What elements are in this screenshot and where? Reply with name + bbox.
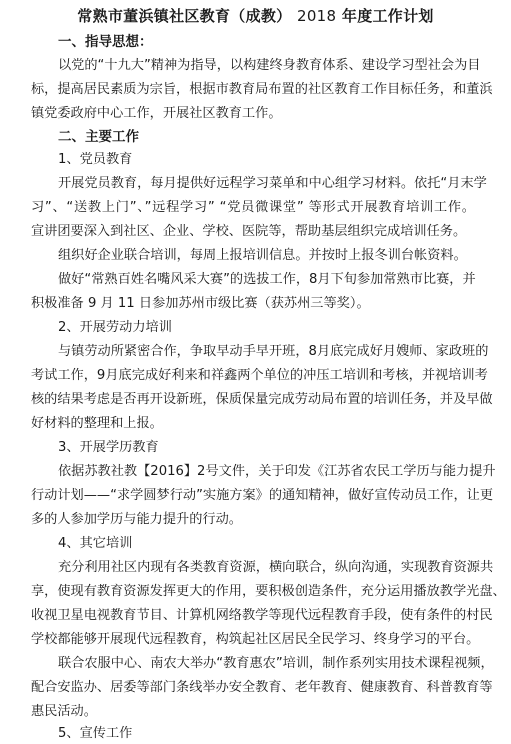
paragraph-line: 好材料的整理和上报。 (31, 416, 163, 431)
section-heading: 二、主要工作 (58, 129, 139, 145)
subsection-heading: 3、开展学历教育 (58, 440, 159, 455)
paragraph-line: 与镇劳动所紧密合作，争取早动手早开班，8月底完成好月嫂师、家政班的 (58, 344, 489, 359)
paragraph-line: 充分利用社区内现有各类教育资源，横向联合，纵向沟通，实现教育资源共 (58, 560, 494, 575)
paragraph-line: 开展党员教育，每月提供好远程学习菜单和中心组学习材料。依托“月末学 (58, 176, 487, 191)
paragraph-line: 联合农服中心、南农大举办“教育惠农”培训，制作系列实用技术课程视频， (58, 656, 494, 671)
paragraph-line: 考试工作，9月底完成好利来和祥鑫两个单位的冲压工培训和考核，并视培训考 (31, 368, 488, 383)
paragraph-line: 标，提高居民素质为宗旨，根据市教育局布置的社区教育工作目标任务，和董浜 (31, 82, 493, 97)
subsection-heading: 1、党员教育 (58, 152, 133, 167)
paragraph-line: 镇党委政府中心工作，开展社区教育工作。 (31, 106, 282, 121)
paragraph-line: 配合安监办、居委等部门条线举办安全教育、老年教育、健康教育、科普教育等 (31, 680, 493, 695)
paragraph-line: 组织好企业联合培训，每周上报培训信息。并按时上报冬训台帐资料。 (58, 248, 467, 263)
paragraph-line: 学校都能够开展现代远程教育，构筑起社区居民全民学习、终身学习的平台。 (31, 632, 480, 647)
title-year: 2018 (297, 7, 337, 25)
paragraph-line: 做好“常熟百姓名嘴风采大赛”的选拔工作，8月下旬参加常熟市比赛，并 (58, 272, 476, 287)
title-main: 常熟市董浜镇社区教育（成教） (77, 7, 292, 25)
section-heading: 一、指导思想： (58, 34, 153, 50)
paragraph-line: 以党的“十九大”精神为指导，以构建终身教育体系、建设学习型社会为目 (58, 58, 481, 73)
paragraph-line: 行动计划——“求学圆梦行动”实施方案》的通知精神，做好宣传动员工作，让更 (31, 488, 494, 503)
paragraph-line: 核的结果考虑是否再开设新班，保质保量完成劳动局布置的培训任务，并及早做 (31, 392, 493, 407)
paragraph-line: 惠民活动。 (31, 704, 97, 719)
paragraph-line: 享，使现有教育资源发挥更大的作用，要积极创造条件，充分运用播放教学光盘、 (31, 584, 506, 599)
paragraph-line: 宣讲团要深入到社区、企业、学校、医院等，帮助基层组织完成培训任务。 (31, 224, 467, 239)
paragraph-line: 多的人参加学历与能力提升的行动。 (31, 512, 242, 527)
paragraph-line: 习”、“送教上门”、”远程学习” “党员微课堂” 等形式开展教育培训工作。 (31, 200, 475, 215)
paragraph-line: 收视卫星电视教育节目、计算机网络教学等现代远程教育手段，使有条件的村民 (31, 608, 493, 623)
paragraph-line: 依据苏教社教【2016】2号文件，关于印发《江苏省农民工学历与能力提升 (58, 464, 496, 479)
paragraph-line: 积极准备 9 月 11 日参加苏州市级比赛（获苏州三等奖）。 (31, 296, 370, 311)
title-suffix: 年度工作计划 (341, 7, 434, 25)
subsection-heading: 5、宣传工作 (58, 726, 133, 741)
document-title (0, 6, 511, 26)
subsection-heading: 2、开展劳动力培训 (58, 320, 172, 335)
subsection-heading: 4、其它培训 (58, 536, 133, 551)
